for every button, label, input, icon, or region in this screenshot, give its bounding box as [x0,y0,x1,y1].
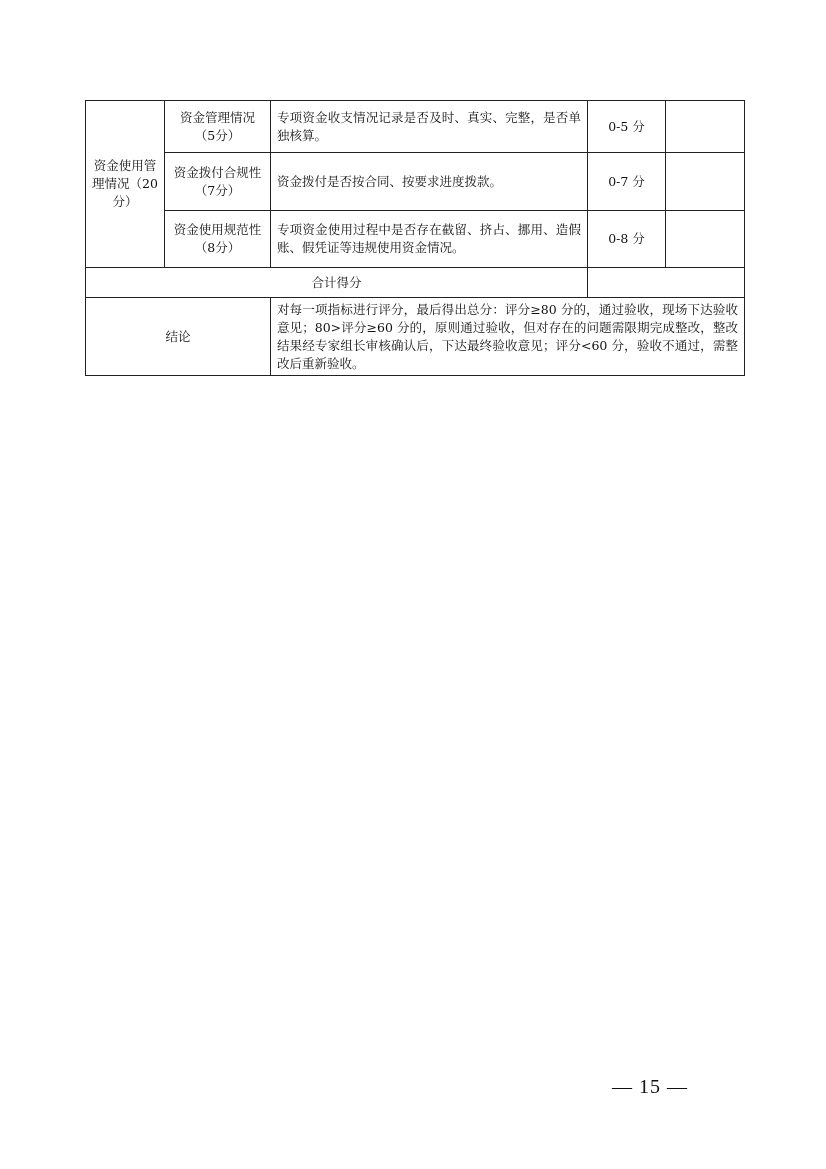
conclusion-label: 结论 [86,298,271,376]
criteria-cell: 资金拨付是否按合同、按要求进度拨款。 [271,153,588,211]
indicator-cell: 资金管理情况（5分） [165,101,271,153]
table-row [86,268,745,298]
conclusion-text: 对每一项指标进行评分，最后得出总分：评分≥80 分的，通过验收，现场下达验收意见；80>评分≥60 分的，原则通过验收，但对存在的问题需限期完成整改，整改结果经专家组长审核确认后，下达最终验收意见；评分<60 分，验收不通过，需整改后重新验收。 [271,298,745,376]
table-row [86,101,745,153]
criteria-cell: 专项资金收支情况记录是否及时、真实、完整，是否单独核算。 [271,101,588,153]
criteria-cell: 专项资金使用过程中是否存在截留、挤占、挪用、造假账、假凭证等违规使用资金情况。 [271,211,588,268]
score-range-cell: 0-5 分 [588,101,666,153]
indicator-cell: 资金拨付合规性（7分） [165,153,271,211]
table-row [86,298,745,376]
total-score-value [588,268,745,298]
page-number: — 15 — [612,1076,688,1098]
indicator-cell: 资金使用规范性（8分） [165,211,271,268]
score-range-cell: 0-7 分 [588,153,666,211]
score-cell [666,101,745,153]
score-cell [666,211,745,268]
category-cell: 资金使用管理情况（20分） [86,101,165,268]
evaluation-table [85,100,745,376]
score-cell [666,153,745,211]
total-score-label: 合计得分 [86,268,588,298]
table-row [86,211,745,268]
score-range-cell: 0-8 分 [588,211,666,268]
table-row [86,153,745,211]
